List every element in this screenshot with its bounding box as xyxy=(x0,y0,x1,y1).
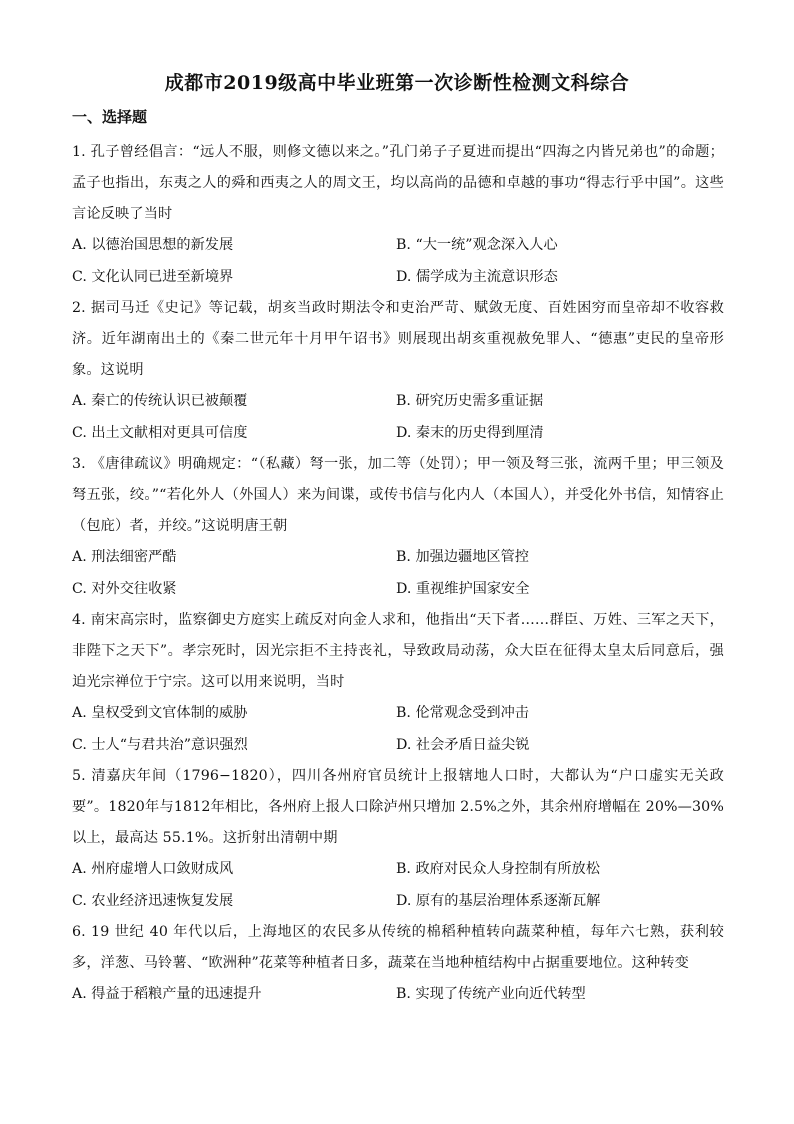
answer-option-a: A. 以德治国思想的新发展 xyxy=(72,237,234,253)
answer-option-b: B. 实现了传统产业向近代转型 xyxy=(396,986,586,1002)
section-heading: 一、选择题 xyxy=(72,108,148,126)
question-stem: 1. 孔子曾经倡言：“远人不服，则修文德以来之。”孔门弟子子夏进而提出“四海之内皆兄弟也”的命题；孟子也指出，东夷之人的舜和西夷之人的周文王，均以高尚的品德和卓越的事功“得志行乎中国”。这些言论反映了当时 xyxy=(72,144,724,222)
option-group xyxy=(72,854,724,917)
answer-option-b: B. 政府对民众人身控制有所放松 xyxy=(396,861,600,877)
question-3 xyxy=(72,449,724,605)
answer-option-c: C. 士人“与君共治”意识强烈 xyxy=(72,736,248,753)
question-stem: 4. 南宋高宗时，监察御史方庭实上疏反对向金人求和，他指出“天下者……群臣、万姓、三军之天下，非陛下之天下”。孝宗死时，因光宗拒不主持丧礼，导致政局动荡，众大臣在征得太皇太后同意后，强迫光宗禅位于宁宗。这可以用来说明，当时 xyxy=(72,612,724,690)
answer-option-a: A. 州府虚增人口敛财成风 xyxy=(72,861,234,877)
option-group xyxy=(72,698,724,761)
option-group xyxy=(72,542,724,605)
answer-option-a: A. 刑法细密严酷 xyxy=(72,549,177,565)
answer-option-a: A. 得益于稻粮产量的迅速提升 xyxy=(72,986,262,1002)
answer-option-b: B. 加强边疆地区管控 xyxy=(396,549,529,565)
question-stem: 5. 清嘉庆年间（1796−1820），四川各州府官员统计上报辖地人口时，大都认为“户口虚实无关政要”。1820年与1812年相比，各州府上报人口除泸州只增加 2.5%之外，其余州府增幅在 20%—30%以上，最高达 55.1%。这折射出清朝中期 xyxy=(72,768,724,846)
answer-option-b: B. 研究历史需多重证据 xyxy=(396,393,544,409)
answer-option-c: C. 出土文献相对更具可信度 xyxy=(72,424,248,441)
page-title: 成都市2019级高中毕业班第一次诊断性检测文科综合 xyxy=(164,72,630,94)
question-stem: 3. 《唐律疏议》明确规定：“（私藏）弩一张，加二等（处罚）；甲一领及弩三张，流两千里；甲三领及弩五张，绞。”“若化外人（外国人）来为间谍，或传书信与化内人（本国人），并受化外书信，知情容止（包庇）者，并绞。”这说明唐王朝 xyxy=(72,456,724,534)
question-1 xyxy=(72,137,724,293)
answer-option-b: B. 伦常观念受到冲击 xyxy=(396,705,529,721)
answer-option-d: D. 儒学成为主流意识形态 xyxy=(396,268,558,285)
answer-option-d: D. 社会矛盾日益尖锐 xyxy=(396,736,530,753)
option-group xyxy=(72,979,724,1011)
answer-option-c: C. 文化认同已进至新境界 xyxy=(72,268,234,285)
answer-option-b: B. “大一统”观念深入人心 xyxy=(396,237,558,253)
question-5 xyxy=(72,761,724,917)
question-stem: 2. 据司马迁《史记》等记载，胡亥当政时期法令和吏治严苛、赋敛无度、百姓困穷而皇帝却不收容救济。近年湖南出土的《秦二世元年十月甲午诏书》则展现出胡亥重视赦免罪人、“德惠”吏民的皇帝形象。这说明 xyxy=(72,300,724,378)
answer-option-c: C. 对外交往收紧 xyxy=(72,580,177,597)
answer-option-a: A. 秦亡的传统认识已被颠覆 xyxy=(72,393,248,409)
question-list xyxy=(72,137,724,1011)
answer-option-c: C. 农业经济迅速恢复发展 xyxy=(72,892,234,909)
answer-option-a: A. 皇权受到文官体制的威胁 xyxy=(72,705,248,721)
answer-option-d: D. 原有的基层治理体系逐渐瓦解 xyxy=(396,892,601,909)
question-2 xyxy=(72,293,724,449)
answer-option-d: D. 重视维护国家安全 xyxy=(396,580,530,597)
answer-option-d: D. 秦末的历史得到厘清 xyxy=(396,424,544,441)
question-6 xyxy=(72,917,724,1011)
option-group xyxy=(72,230,724,293)
question-stem: 6. 19 世纪 40 年代以后，上海地区的农民多从传统的棉稻种植转向蔬菜种植，每年六七熟，获利较多，洋葱、马铃薯、“欧洲种”花菜等种植者日多，蔬菜在当地种植结构中占据重要地位。这种转变 xyxy=(72,924,724,971)
question-4 xyxy=(72,605,724,761)
option-group xyxy=(72,386,724,449)
